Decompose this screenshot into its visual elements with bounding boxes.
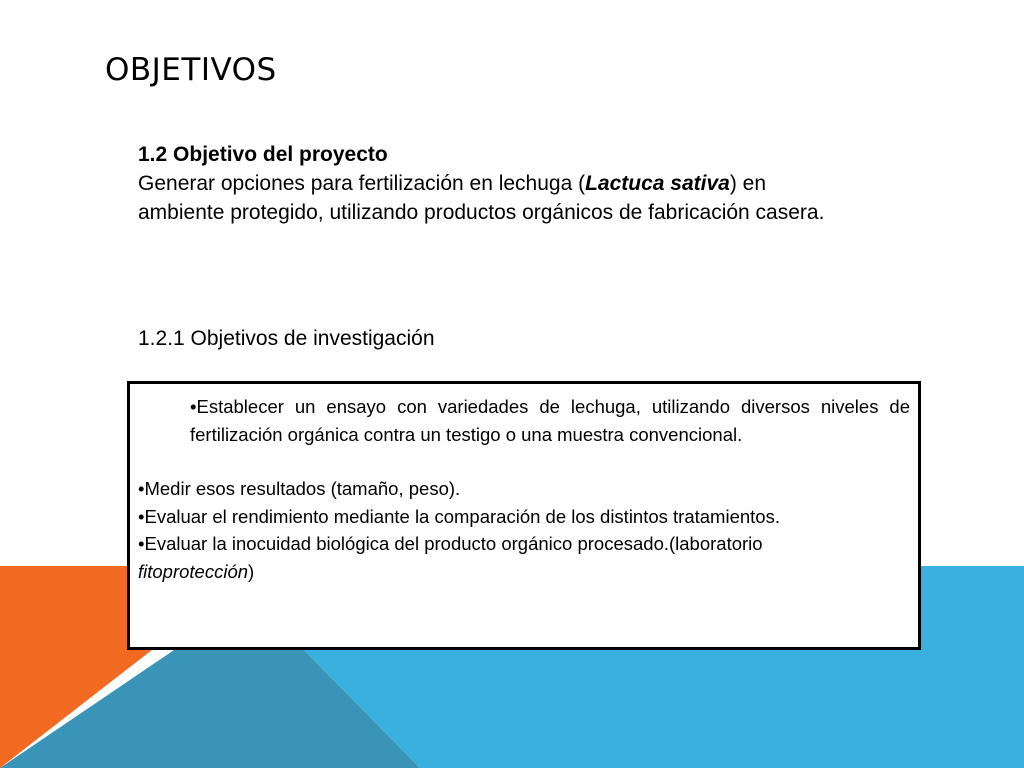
bullet-icon: • bbox=[138, 505, 145, 527]
scientific-name: Lactuca sativa bbox=[585, 172, 730, 195]
objective-text: Evaluar la inocuidad biológica del producto orgánico procesado.(laboratorio bbox=[144, 533, 763, 554]
objective-italic-text: fitoprotección bbox=[138, 560, 249, 582]
bullet-icon: • bbox=[138, 533, 145, 554]
bullet-icon: • bbox=[190, 396, 197, 417]
objectives-box bbox=[127, 381, 921, 650]
paragraph-end: ) en ambiente protegido, utilizando productos orgánicos de fabricación casera. bbox=[138, 172, 825, 224]
objective-list bbox=[138, 475, 838, 585]
objective-text: Medir esos resultados (tamaño, peso). bbox=[144, 478, 461, 499]
slide-title: OBJETIVOS bbox=[105, 52, 277, 88]
objective-tail: ) bbox=[248, 560, 255, 582]
objective-item bbox=[138, 475, 838, 503]
objective-item bbox=[138, 503, 838, 531]
objective-item bbox=[190, 393, 910, 448]
section-heading: 1.2 Objetivo del proyecto bbox=[138, 143, 388, 166]
objective-text: Establecer un ensayo con variedades de lechuga, utilizando diversos niveles de fertilización orgánica contra un testigo o una muestra convencional. bbox=[190, 396, 910, 445]
objective-paragraph bbox=[138, 169, 858, 227]
project-objective bbox=[138, 140, 858, 227]
subsection-heading: 1.2.1 Objetivos de investigación bbox=[138, 327, 435, 350]
objective-item bbox=[138, 530, 838, 585]
objective-text: Evaluar el rendimiento mediante la comparación de los distintos tratamientos. bbox=[144, 505, 780, 527]
bullet-icon: • bbox=[138, 478, 145, 499]
paragraph-start: Generar opciones para fertilización en lechuga ( bbox=[138, 172, 586, 195]
